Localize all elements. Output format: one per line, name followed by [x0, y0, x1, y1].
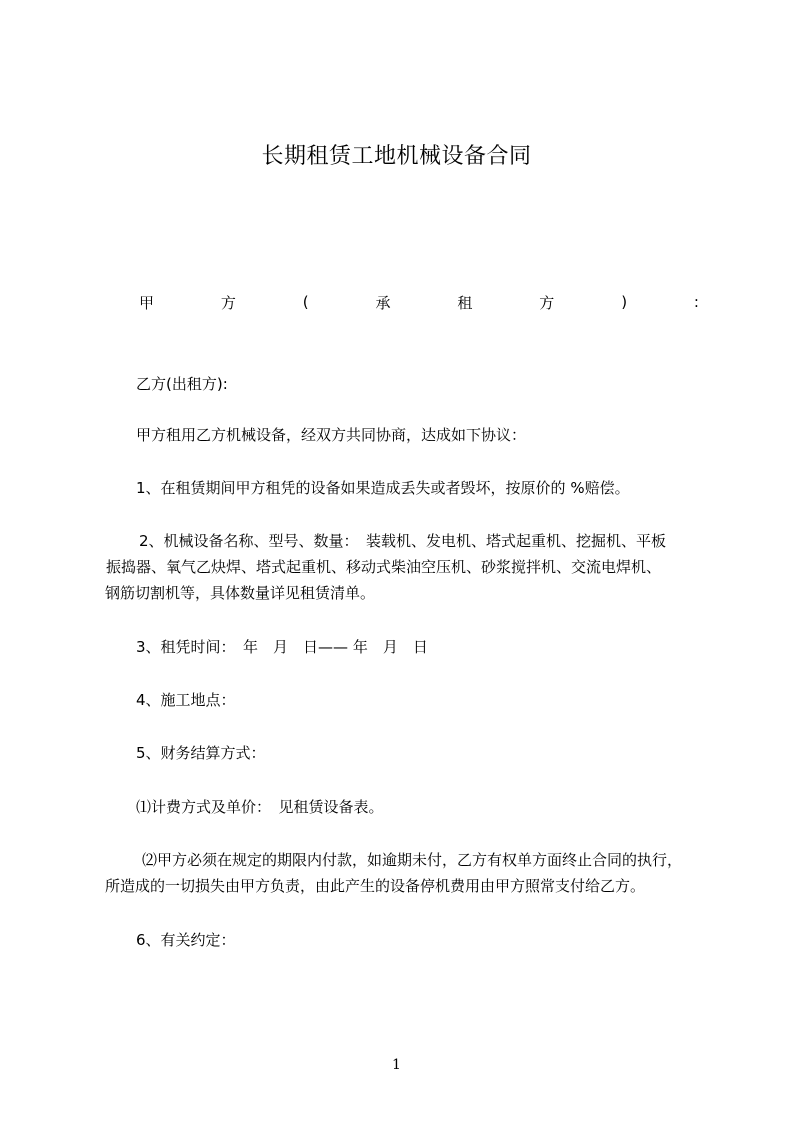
clause-1: 1、在租赁期间甲方租凭的设备如果造成丢失或者毁坏，按原价的 %赔偿。 — [136, 479, 630, 497]
party-a-char: 租 — [457, 293, 473, 312]
page-number: 1 — [392, 1057, 401, 1073]
clause-3: 3、租凭时间： 年 月 日—— 年 月 日 — [136, 638, 428, 656]
clause-6: 6、有关约定： — [136, 931, 236, 949]
clause-2-line-2: 振捣器、氧气乙炔焊、塔式起重机、移动式柴油空压机、砂浆搅拌机、交流电焊机、 — [106, 558, 662, 576]
clause-5-1: ⑴计费方式及单价： 见租赁设备表。 — [136, 798, 384, 816]
party-a-char: ) — [621, 293, 628, 311]
party-a-line — [139, 290, 699, 314]
party-a-char: 方 — [539, 293, 555, 312]
clause-5: 5、财务结算方式： — [136, 744, 266, 762]
party-a-char: ( — [302, 293, 309, 311]
document-title: 长期租赁工地机械设备合同 — [261, 144, 532, 169]
party-a-char: 方 — [220, 293, 236, 312]
party-a-char: 承 — [375, 293, 391, 312]
party-a-char: : — [693, 293, 699, 311]
clause-5-2-line-2: 所造成的一切损失由甲方负责，由此产生的设备停机费用由甲方照常支付给乙方。 — [105, 877, 646, 895]
clause-5-2-line-1: ⑵甲方必须在规定的期限内付款，如逾期未付，乙方有权单方面终止合同的执行， — [142, 851, 683, 869]
intro-paragraph: 甲方租用乙方机械设备，经双方共同协商，达成如下协议： — [136, 426, 527, 444]
clause-4: 4、施工地点： — [136, 691, 236, 709]
party-a-char: 甲 — [139, 293, 155, 312]
clause-2-line-3: 钢筋切割机等，具体数量详见租赁清单。 — [105, 584, 376, 602]
party-b-line: 乙方(出租方): — [136, 375, 228, 393]
clause-2-line-1: 2、机械设备名称、型号、数量： 装载机、发电机、塔式起重机、挖掘机、平板 — [139, 532, 667, 550]
